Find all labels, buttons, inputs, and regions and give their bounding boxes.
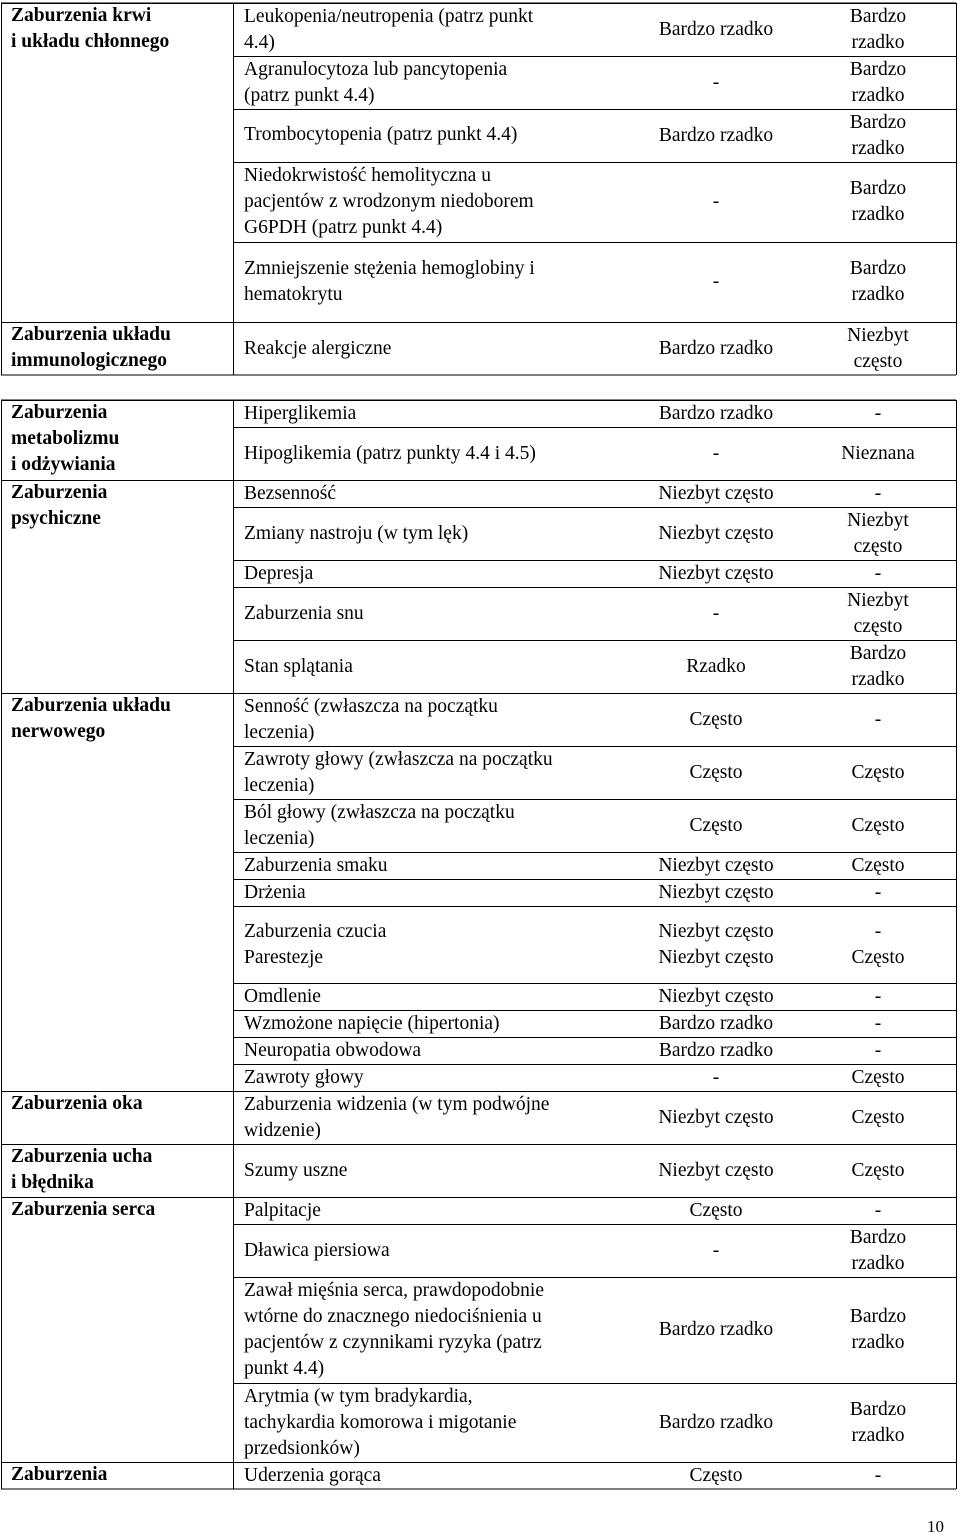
frequency-amlodipine: [632, 601, 800, 627]
term-line: Arytmia (w tym bradykardia,: [244, 1385, 473, 1407]
term-line: (patrz punkt 4.4): [244, 84, 375, 106]
frequency-line: Niezbyt: [847, 509, 909, 531]
term-line: Wzmożone napięcie (hipertonia): [244, 1012, 500, 1034]
term-line: Zaburzenia widzenia (w tym podwójne: [244, 1093, 550, 1115]
term-line: pacjentów z czynnikami ryzyka (patrz: [244, 1332, 542, 1353]
system-organ-class: [11, 693, 171, 745]
frequency-amlodipine: [632, 441, 800, 467]
term-line: Stan splątania: [244, 655, 353, 677]
frequency-line: Często: [851, 854, 905, 876]
frequency-combination: [800, 481, 956, 507]
frequency-line: Bardzo: [849, 258, 907, 279]
term-line: punkt 4.4): [244, 1358, 325, 1379]
reaction-term: [244, 1011, 500, 1037]
frequency-line: -: [712, 271, 720, 292]
term-line: leczenia): [244, 774, 315, 796]
frequency-amlodipine: [632, 760, 800, 786]
frequency-line: Bardzo: [849, 178, 907, 199]
frequency-line: -: [874, 482, 882, 504]
frequency-line: Niezbyt: [847, 324, 909, 346]
frequency-line: -: [712, 1066, 720, 1088]
reaction-term: [244, 1278, 544, 1382]
frequency-line: Nieznana: [841, 442, 915, 464]
reaction-term: [244, 800, 515, 852]
frequency-combination: [800, 176, 956, 228]
frequency-line: Często: [851, 1159, 905, 1181]
page-number: 10: [927, 1517, 944, 1536]
frequency-amlodipine: [632, 70, 800, 96]
frequency-line: Niezbyt często: [658, 881, 774, 903]
frequency-amlodipine: [632, 123, 800, 149]
frequency-line: Często: [851, 946, 905, 968]
frequency-line: -: [712, 602, 720, 624]
frequency-line: rzadko: [851, 84, 905, 106]
reaction-term: [244, 441, 536, 467]
frequency-line: Bardzo rzadko: [658, 337, 774, 359]
term-line: Zawroty głowy (zwłaszcza na początku: [244, 748, 553, 770]
frequency-line: Bardzo rzadko: [658, 1411, 774, 1433]
frequency-combination: [800, 1304, 956, 1356]
system-organ-class: [11, 1197, 155, 1223]
frequency-line: Bardzo rzadko: [658, 1039, 774, 1061]
frequency-line: często: [853, 350, 903, 372]
frequency-line: Niezbyt często: [658, 946, 774, 968]
frequency-line: Niezbyt często: [658, 482, 774, 504]
frequency-amlodipine: [632, 1317, 800, 1343]
soc-line: i odżywiania: [11, 454, 116, 475]
frequency-combination: [800, 1225, 956, 1277]
frequency-line: Bardzo rzadko: [658, 124, 774, 146]
frequency-line: Często: [851, 1106, 905, 1128]
term-line: Parestezje: [244, 946, 324, 968]
term-line: Senność (zwłaszcza na początku: [244, 695, 498, 717]
frequency-amlodipine: [632, 654, 800, 680]
term-line: Zaburzenia czucia: [244, 920, 387, 942]
system-organ-class: [11, 3, 169, 55]
soc-line: Zaburzenia serca: [11, 1199, 156, 1220]
term-line: Drżenia: [244, 881, 306, 903]
term-line: Agranulocytoza lub pancytopenia: [244, 58, 508, 80]
soc-line: Zaburzenia: [11, 1464, 108, 1485]
frequency-line: Często: [689, 761, 743, 783]
reaction-term: [244, 1198, 321, 1224]
frequency-combination: [800, 1038, 956, 1064]
frequency-line: Bardzo: [849, 58, 907, 80]
frequency-amlodipine: [632, 919, 800, 971]
frequency-combination: [800, 1105, 956, 1131]
frequency-amlodipine: [632, 189, 800, 215]
frequency-combination: [800, 853, 956, 879]
frequency-combination: [800, 1198, 956, 1224]
reaction-term: [244, 853, 387, 879]
frequency-line: Niezbyt często: [658, 1159, 774, 1181]
reaction-term: [244, 336, 391, 362]
frequency-line: Bardzo rzadko: [658, 1012, 774, 1034]
reaction-term: [244, 1463, 381, 1489]
frequency-amlodipine: [632, 1105, 800, 1131]
frequency-line: Niezbyt często: [658, 854, 774, 876]
frequency-line: rzadko: [851, 31, 905, 53]
term-line: Ból głowy (zwłaszcza na początku: [244, 801, 515, 823]
frequency-line: Bardzo: [849, 5, 907, 27]
term-line: G6PDH (patrz punkt 4.4): [244, 217, 443, 238]
reaction-term: [244, 1092, 549, 1144]
frequency-combination: [800, 561, 956, 587]
term-line: Zawał mięśnia serca, prawdopodobnie: [244, 1280, 544, 1301]
soc-line: Zaburzenia ucha: [11, 1146, 153, 1167]
system-organ-class: [11, 400, 119, 478]
frequency-amlodipine: [632, 1065, 800, 1091]
term-line: Omdlenie: [244, 985, 321, 1007]
frequency-line: -: [874, 1464, 882, 1486]
term-line: Zaburzenia smaku: [244, 854, 388, 876]
reaction-term: [244, 919, 386, 971]
term-line: Leukopenia/neutropenia (patrz punkt: [244, 5, 534, 27]
soc-line: i układu chłonnego: [11, 31, 170, 52]
frequency-amlodipine: [632, 521, 800, 547]
frequency-amlodipine: [632, 1463, 800, 1489]
frequency-line: Niezbyt: [847, 589, 909, 611]
reaction-term: [244, 880, 306, 906]
frequency-line: -: [874, 1012, 882, 1034]
frequency-amlodipine: [632, 707, 800, 733]
reaction-term: [244, 1038, 421, 1064]
frequency-amlodipine: [632, 561, 800, 587]
frequency-combination: [800, 441, 956, 467]
term-line: Zawroty głowy: [244, 1066, 364, 1088]
frequency-line: rzadko: [851, 1252, 905, 1274]
term-line: leczenia): [244, 827, 315, 849]
frequency-amlodipine: [632, 1011, 800, 1037]
frequency-line: Bardzo rzadko: [658, 18, 774, 40]
term-line: Zmniejszenie stężenia hemoglobiny i: [244, 258, 535, 279]
soc-line: Zaburzenia krwi: [11, 5, 152, 26]
frequency-line: rzadko: [851, 204, 905, 225]
reaction-term: [244, 601, 364, 627]
reaction-term: [244, 122, 517, 148]
frequency-line: rzadko: [851, 137, 905, 159]
frequency-line: często: [853, 615, 903, 637]
system-organ-class: [11, 322, 171, 374]
frequency-amlodipine: [632, 1038, 800, 1064]
frequency-combination: [800, 880, 956, 906]
frequency-amlodipine: [632, 1410, 800, 1436]
term-line: Szumy uszne: [244, 1159, 348, 1181]
frequency-amlodipine: [632, 813, 800, 839]
frequency-combination: [800, 4, 956, 56]
term-line: leczenia): [244, 721, 315, 743]
soc-line: immunologicznego: [11, 350, 167, 371]
system-organ-class: [11, 1144, 152, 1196]
term-line: Zaburzenia snu: [244, 602, 364, 624]
soc-line: Zaburzenia oka: [11, 1093, 143, 1114]
term-line: Hipoglikemia (patrz punkty 4.4 i 4.5): [244, 442, 536, 464]
frequency-amlodipine: [632, 481, 800, 507]
frequency-combination: [800, 323, 956, 375]
term-line: widzenie): [244, 1119, 321, 1141]
soc-line: psychiczne: [11, 508, 101, 529]
reaction-term: [244, 4, 533, 56]
frequency-line: rzadko: [851, 1424, 905, 1446]
reaction-term: [244, 1158, 347, 1184]
frequency-line: -: [874, 1199, 882, 1221]
frequency-line: -: [874, 402, 882, 424]
frequency-combination: [800, 919, 956, 971]
reaction-term: [244, 984, 321, 1010]
soc-line: Zaburzenia układu: [11, 695, 171, 716]
soc-line: Zaburzenia układu: [11, 324, 171, 345]
frequency-line: Bardzo: [849, 1306, 907, 1327]
frequency-combination: [800, 508, 956, 560]
frequency-amlodipine: [632, 984, 800, 1010]
frequency-amlodipine: [632, 401, 800, 427]
term-line: Reakcje alergiczne: [244, 337, 392, 359]
frequency-amlodipine: [632, 1238, 800, 1264]
frequency-line: Często: [851, 1066, 905, 1088]
frequency-line: Bardzo: [849, 1398, 907, 1420]
system-organ-class: [11, 480, 107, 532]
reaction-term: [244, 57, 507, 109]
frequency-line: Niezbyt często: [658, 920, 774, 942]
frequency-line: rzadko: [851, 1332, 905, 1353]
term-line: Palpitacje: [244, 1199, 321, 1221]
frequency-line: Często: [851, 814, 905, 836]
soc-line: Zaburzenia: [11, 402, 108, 423]
frequency-line: Często: [689, 1464, 743, 1486]
reaction-term: [244, 163, 534, 241]
reaction-term: [244, 1384, 516, 1462]
frequency-line: Bardzo: [849, 1226, 907, 1248]
frequency-amlodipine: [632, 269, 800, 295]
frequency-combination: [800, 1397, 956, 1449]
frequency-line: -: [874, 920, 882, 942]
reaction-term: [244, 1238, 390, 1264]
term-line: Trombocytopenia (patrz punkt 4.4): [244, 124, 518, 145]
term-line: pacjentów z wrodzonym niedoborem: [244, 191, 534, 212]
frequency-combination: [800, 57, 956, 109]
frequency-combination: [800, 760, 956, 786]
term-line: hematokrytu: [244, 284, 343, 305]
reaction-term: [244, 654, 353, 680]
frequency-line: Niezbyt często: [658, 1106, 774, 1128]
frequency-combination: [800, 984, 956, 1010]
frequency-line: -: [712, 71, 720, 93]
frequency-line: często: [853, 535, 903, 557]
reaction-term: [244, 481, 336, 507]
reaction-term: [244, 401, 356, 427]
reaction-term: [244, 256, 535, 308]
frequency-combination: [800, 641, 956, 693]
term-line: Zmiany nastroju (w tym lęk): [244, 522, 469, 544]
frequency-line: Rzadko: [686, 655, 746, 677]
soc-line: metabolizmu: [11, 428, 120, 449]
frequency-line: rzadko: [851, 284, 905, 305]
frequency-line: -: [874, 985, 882, 1007]
frequency-line: rzadko: [851, 668, 905, 690]
frequency-combination: [800, 1011, 956, 1037]
term-line: Depresja: [244, 562, 314, 584]
term-line: Bezsenność: [244, 482, 337, 504]
soc-line: nerwowego: [11, 721, 106, 742]
term-line: tachykardia komorowa i migotanie: [244, 1411, 517, 1433]
reaction-term: [244, 747, 553, 799]
frequency-line: Często: [689, 814, 743, 836]
frequency-line: -: [874, 1039, 882, 1061]
system-organ-class: [11, 1462, 107, 1488]
term-line: Neuropatia obwodowa: [244, 1039, 422, 1061]
frequency-amlodipine: [632, 1198, 800, 1224]
term-line: Dławica piersiowa: [244, 1239, 390, 1261]
frequency-combination: [800, 1158, 956, 1184]
frequency-line: Niezbyt często: [658, 562, 774, 584]
frequency-line: Bardzo rzadko: [658, 1319, 774, 1340]
frequency-combination: [800, 813, 956, 839]
frequency-combination: [800, 110, 956, 162]
frequency-combination: [800, 588, 956, 640]
term-line: 4.4): [244, 31, 275, 53]
soc-line: i błędnika: [11, 1172, 94, 1193]
frequency-line: Często: [689, 708, 743, 730]
frequency-line: -: [874, 708, 882, 730]
frequency-line: -: [712, 442, 720, 464]
frequency-line: -: [874, 881, 882, 903]
frequency-combination: [800, 1065, 956, 1091]
term-line: wtórne do znacznego niedociśnienia u: [244, 1306, 542, 1327]
term-line: przedsionków): [244, 1437, 360, 1459]
frequency-line: Bardzo rzadko: [658, 402, 774, 424]
frequency-line: Często: [689, 1199, 743, 1221]
reaction-term: [244, 1065, 364, 1091]
reaction-term: [244, 694, 498, 746]
frequency-combination: [800, 256, 956, 308]
frequency-line: Niezbyt często: [658, 985, 774, 1007]
reaction-term: [244, 561, 313, 587]
frequency-line: -: [874, 562, 882, 584]
frequency-amlodipine: [632, 853, 800, 879]
frequency-combination: [800, 707, 956, 733]
frequency-line: Bardzo: [849, 111, 907, 133]
frequency-line: -: [712, 1239, 720, 1261]
frequency-amlodipine: [632, 1158, 800, 1184]
system-organ-class: [11, 1091, 143, 1117]
term-line: Uderzenia gorąca: [244, 1464, 381, 1486]
reaction-term: [244, 521, 468, 547]
frequency-line: Bardzo: [849, 642, 907, 664]
frequency-amlodipine: [632, 880, 800, 906]
frequency-combination: [800, 1463, 956, 1489]
frequency-amlodipine: [632, 17, 800, 43]
frequency-line: -: [712, 191, 720, 212]
term-line: Hiperglikemia: [244, 402, 357, 424]
frequency-line: Często: [851, 761, 905, 783]
frequency-line: Niezbyt często: [658, 522, 774, 544]
frequency-combination: [800, 401, 956, 427]
frequency-amlodipine: [632, 336, 800, 362]
soc-line: Zaburzenia: [11, 482, 108, 503]
term-line: Niedokrwistość hemolityczna u: [244, 165, 491, 186]
